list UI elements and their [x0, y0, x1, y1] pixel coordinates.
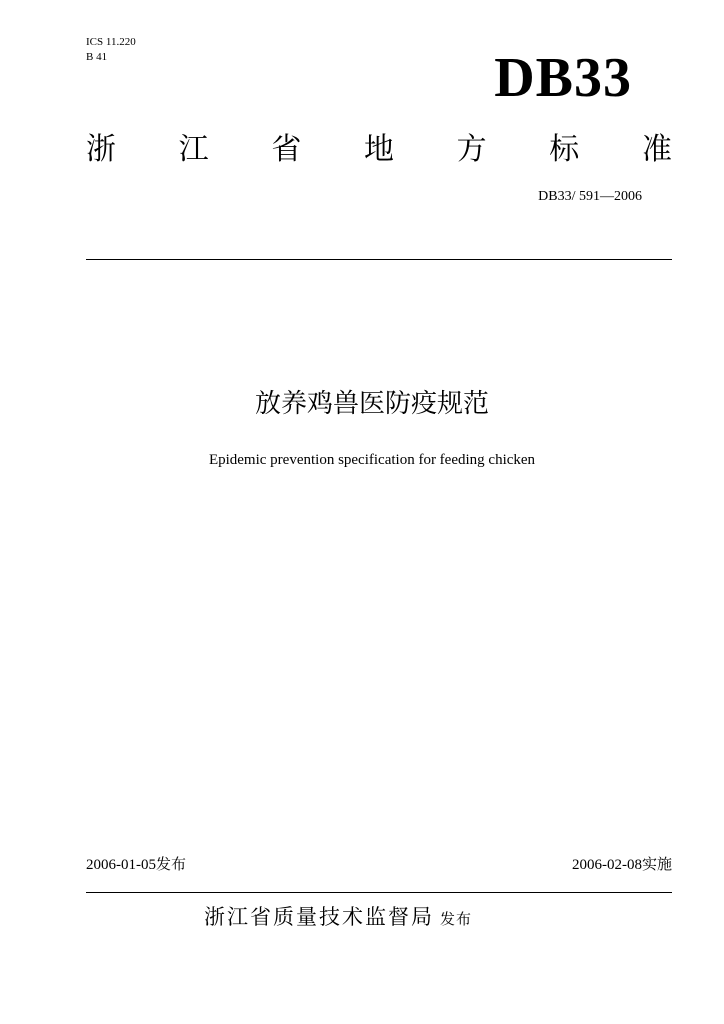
- standard-type-char: 浙: [86, 132, 116, 167]
- bottom-divider: [86, 892, 672, 893]
- standard-type-char: 准: [641, 132, 672, 167]
- issue-date-label: 发布: [156, 855, 187, 873]
- standard-type-char: 省: [271, 132, 302, 167]
- issue-date-value: 2006-01-05: [86, 857, 156, 873]
- standard-type-char: 标: [549, 132, 580, 167]
- issue-date: [86, 854, 186, 875]
- implementation-date: [572, 854, 672, 875]
- title-chinese: 放养鸡兽医防疫规范: [254, 389, 489, 419]
- issuer: [204, 901, 472, 935]
- standard-number: DB33/ 591—2006: [538, 189, 642, 204]
- implementation-date-label: 实施: [641, 855, 672, 873]
- standard-type-heading: [86, 128, 672, 172]
- ccs-code: B 41: [86, 51, 108, 63]
- standard-type-char: 方: [456, 132, 487, 167]
- title-english: Epidemic prevention specification for feeding chicken: [208, 452, 536, 468]
- top-divider: [86, 259, 672, 260]
- issuer-suffix: 发布: [440, 910, 473, 928]
- db-mark: DB33: [494, 47, 632, 109]
- ics-code: ICS 11.220: [86, 36, 136, 48]
- issuer-name: 浙江省质量技术监督局: [204, 905, 434, 929]
- standard-type-char: 江: [178, 132, 209, 167]
- implementation-date-value: 2006-02-08: [571, 857, 642, 873]
- standard-type-char: 地: [363, 132, 394, 167]
